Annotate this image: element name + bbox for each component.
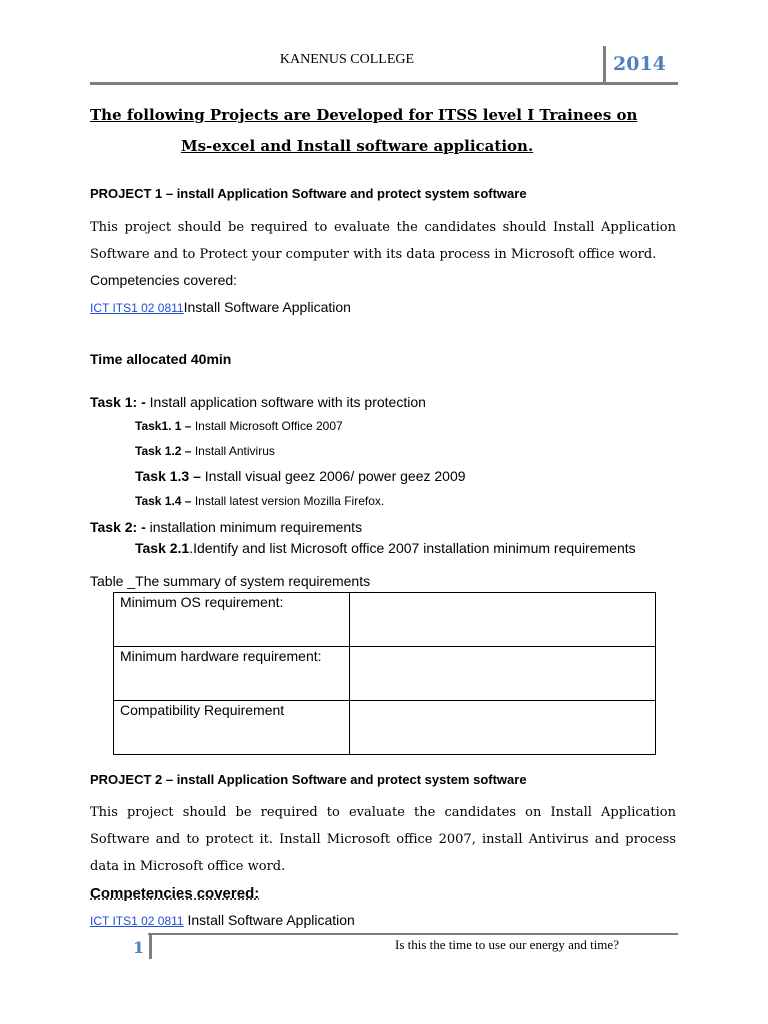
- task2-line: [90, 519, 362, 535]
- task2-label: Task 2: -: [90, 519, 146, 535]
- subtask-1-2: [135, 444, 275, 458]
- competency-code-link[interactable]: ICT ITS1 02 0811: [90, 301, 184, 315]
- title-line-1: The following Projects are Developed for ITSS level I Trainees on: [90, 106, 638, 124]
- project2-competency-line: [90, 912, 355, 928]
- project2-description: This project should be required to evaluate the candidates on Install Application Software and to protect it. Install Microsoft office 2007, install Antivirus and process data in Microsoft office word.: [90, 805, 676, 874]
- task1-text: Install application software with its protection: [149, 394, 426, 410]
- table-cell-label: Minimum hardware requirement:: [114, 647, 350, 701]
- project1-description: This project should be required to evaluate the candidates should Install Application Software and to Protect your computer with its data process in Microsoft office word.: [90, 220, 676, 262]
- table-cell-value: [350, 647, 656, 701]
- footer-divider: [149, 933, 152, 959]
- subtask-label: Task 1.4 –: [135, 494, 192, 508]
- subtask-text: .Identify and list Microsoft office 2007 installation minimum requirements: [189, 540, 636, 556]
- subtask-label: Task 1.3 –: [135, 468, 201, 484]
- table-row: [114, 701, 656, 755]
- project1-heading: PROJECT 1 – install Application Software and protect system software: [90, 186, 527, 201]
- footer-rule: [148, 933, 678, 935]
- subtask-text: Install latest version Mozilla Firefox.: [194, 494, 385, 508]
- subtask-1-1: [135, 419, 343, 433]
- table-cell-value: [350, 593, 656, 647]
- subtask-label: Task 1.2 –: [135, 444, 192, 458]
- competency-code-link[interactable]: ICT ITS1 02 0811: [90, 914, 184, 928]
- table-cell-label: Minimum OS requirement:: [114, 593, 350, 647]
- subtask-1-4: [135, 494, 384, 508]
- table-cell-value: [350, 701, 656, 755]
- subtask-1-3: [135, 468, 466, 484]
- subtask-label: Task1. 1 –: [135, 419, 192, 433]
- title-line-2: Ms-excel and Install software application.: [181, 137, 534, 155]
- subtask-2-1: [135, 540, 636, 556]
- subtask-label: Task 2.1: [135, 540, 190, 556]
- task1-line: [90, 394, 426, 410]
- page-number: 1: [133, 938, 145, 957]
- project1-competencies-label: Competencies covered:: [90, 272, 238, 288]
- header-college-name: KANENUS COLLEGE: [279, 52, 415, 67]
- competency-name: Install Software Application: [183, 299, 351, 315]
- project2-competencies-label: Competencies covered:: [90, 885, 260, 902]
- header-year: 2014: [613, 53, 666, 75]
- table-row: [114, 647, 656, 701]
- table-cell-label: Compatibility Requirement: [114, 701, 350, 755]
- table-row: [114, 593, 656, 647]
- competency-name: Install Software Application: [183, 912, 355, 928]
- subtask-text: Install visual geez 2006/ power geez 2009: [204, 468, 466, 484]
- time-allocated: Time allocated 40min: [90, 351, 232, 367]
- header-rule: [90, 82, 678, 85]
- subtask-text: Install Microsoft Office 2007: [194, 419, 343, 433]
- table-caption: Table _The summary of system requirements: [90, 573, 371, 589]
- project2-heading: PROJECT 2 – install Application Software and protect system software: [90, 772, 527, 787]
- footer-motto: Is this the time to use our energy and time?: [395, 937, 619, 952]
- task2-text: installation minimum requirements: [149, 519, 363, 535]
- project1-competency-line: [90, 299, 351, 315]
- header-divider: [603, 46, 606, 84]
- subtask-text: Install Antivirus: [194, 444, 275, 458]
- task1-label: Task 1: -: [90, 394, 146, 410]
- system-requirements-table: [113, 592, 656, 755]
